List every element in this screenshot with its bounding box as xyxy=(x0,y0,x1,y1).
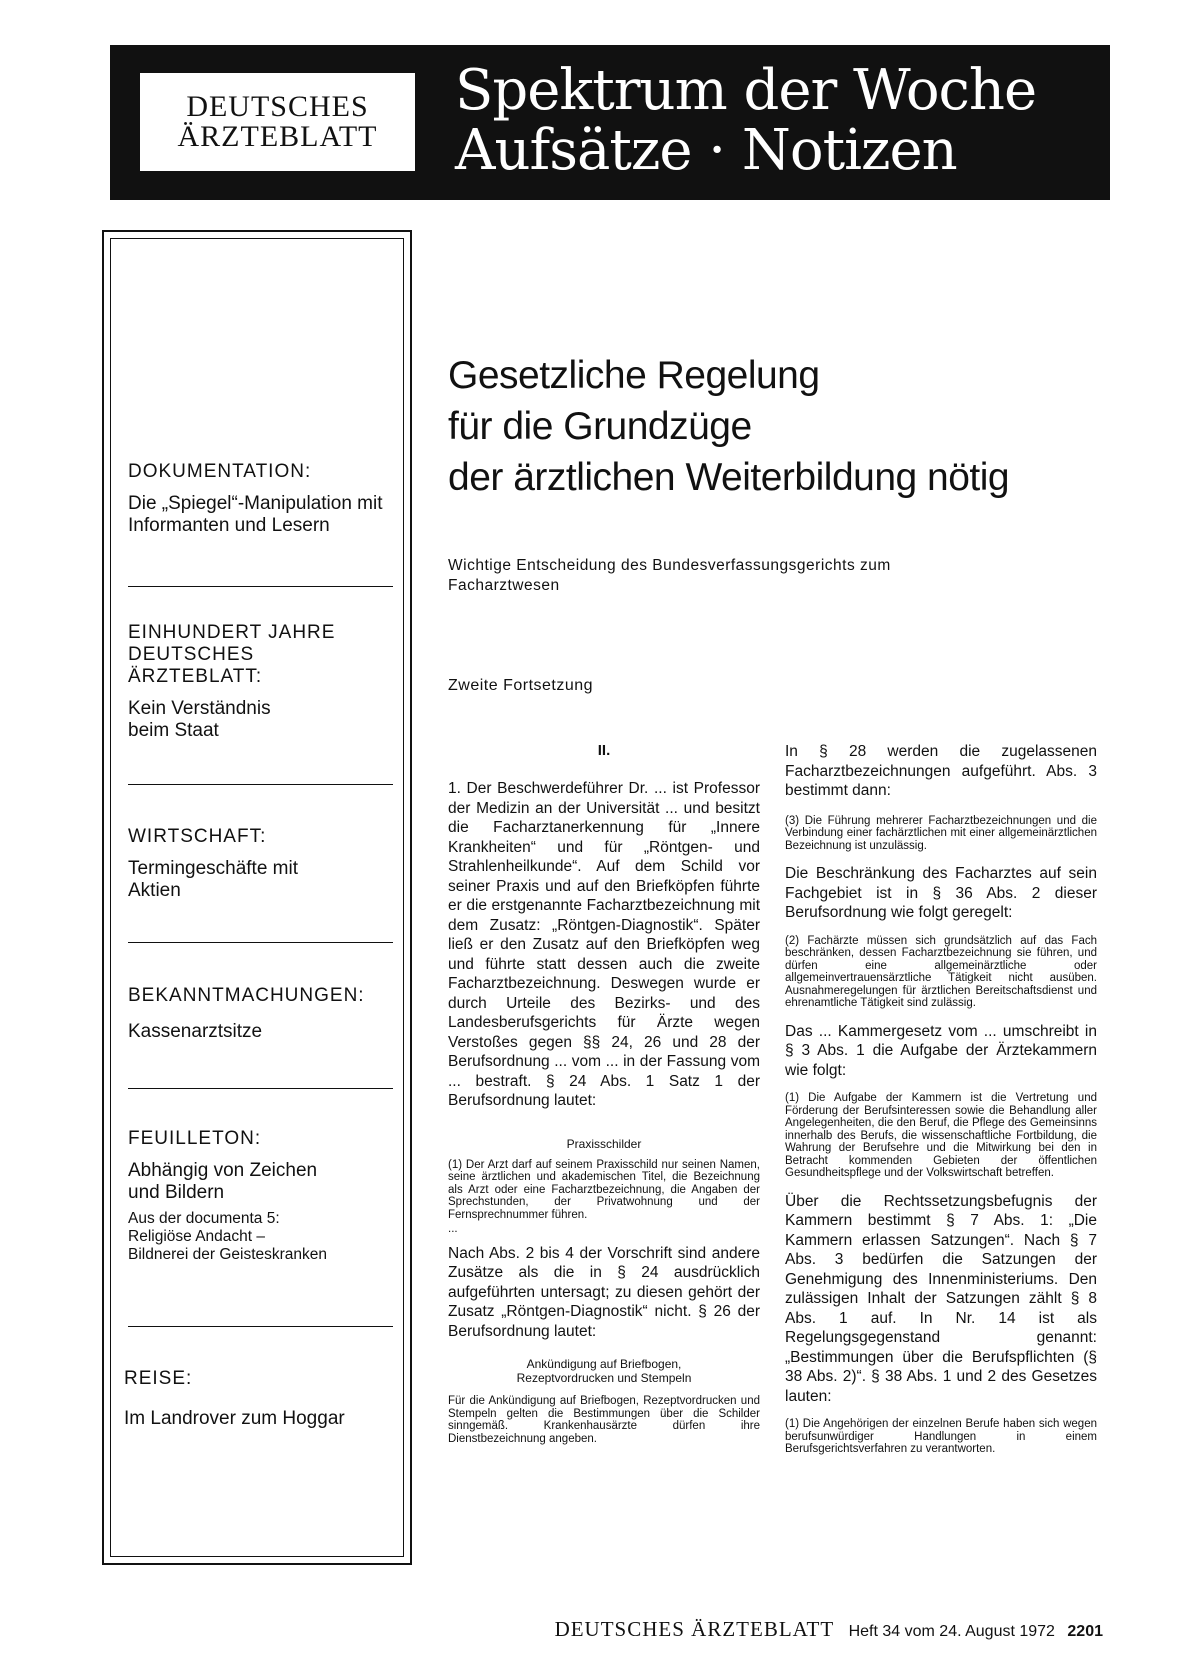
contents-title: Termingeschäfte mit Aktien xyxy=(128,858,299,901)
contents-item-wirtschaft xyxy=(128,826,393,902)
contents-subtitle: Aus der documenta 5: Religiöse Andacht – Bildnerei der Geisteskranken xyxy=(128,1210,328,1263)
masthead xyxy=(110,45,1110,200)
contents-title: Kein Verständnis beim Staat xyxy=(128,698,271,741)
quoted-provision: (1) Die Angehörigen der einzelnen Berufe haben sich wegen berufsunwürdiger Handlungen in einem Berufsgerichtsverfahren zu verantworten. xyxy=(785,1418,1097,1455)
footer-issue: Heft 34 vom 24. August 1972 xyxy=(848,1623,1055,1640)
contents-divider xyxy=(128,784,393,785)
contents-category: EINHUNDERT JAHRE DEUTSCHES ÄRZTEBLATT: xyxy=(128,622,336,687)
contents-title: Die „Spiegel“-Manipulation mit Informanten und Lesern xyxy=(128,493,383,536)
quote-heading xyxy=(448,1357,760,1385)
contents-item-dokumentation xyxy=(128,461,393,537)
contents-title: Im Landrover zum Hoggar xyxy=(124,1408,345,1429)
contents-title: Abhängig von Zeichen und Bildern xyxy=(128,1160,318,1203)
quoted-provision: (2) Fachärzte müssen sich grundsätzlich auf das Fach beschränken, dessen Facharztbezeichnung sie führen, und dürfen eine allgemeinärztliche oder allgemeinvertrauensärztliche Tätigkeit nicht ausüben. Ausnahmeregelungen für ärztlichen Bereitschaftsdienst und ehrenamtliche Tätigkeit sind zulässig. xyxy=(785,934,1097,1009)
body-paragraph: Das ... Kammergesetz vom ... umschreibt in § 3 Abs. 1 die Aufgabe der Ärztekammern wie folgt: xyxy=(785,1022,1097,1079)
article-title xyxy=(448,350,1108,503)
article-column-2 xyxy=(785,742,1097,1456)
contents-category: FEUILLETON: xyxy=(128,1128,262,1149)
contents-category: DOKUMENTATION: xyxy=(128,461,312,482)
contents-title: Kassenarztsitze xyxy=(128,1021,263,1042)
article-title-line-3: der ärztlichen Weiterbildung nötig xyxy=(448,456,1010,499)
continuation-label: Zweite Fortsetzung xyxy=(448,677,594,694)
contents-divider xyxy=(128,586,393,587)
article-subtitle: Wichtige Entscheidung des Bundesverfassungsgerichts zum Facharztwesen xyxy=(448,557,891,594)
quoted-provision: (1) Die Aufgabe der Kammern ist die Vertretung und Förderung der Berufsinteressen sowie die Behandlung aller Angelegenheiten, die den Beruf, die Pflege des Gemeinsinns innerhalb des Berufs, die wissenschaftliche Fortbildung, die Wahrung der Berufsehre und die Mitwirkung bei den in Betracht kommenden Gebieten der öffentlichen Gesundheitspflege und der Volkswirtschaft betreffen. xyxy=(785,1092,1097,1179)
contents-item-einhundert-jahre xyxy=(128,622,358,742)
article-title-line-1: Gesetzliche Regelung xyxy=(448,354,820,397)
quote-heading: Praxisschilder xyxy=(566,1136,642,1151)
page-number: 2201 xyxy=(1067,1623,1103,1640)
contents-divider xyxy=(128,942,393,943)
section-heading-line-2: Aufsätze · Notizen xyxy=(455,118,957,183)
article-column-1 xyxy=(448,742,760,1445)
section-numeral: II. xyxy=(597,742,611,759)
journal-logo xyxy=(140,73,415,171)
contents-divider xyxy=(128,1326,393,1327)
quoted-provision: (1) Der Arzt darf auf seinem Praxisschild nur seinen Namen, seine ärztlichen und akademischen Titel, die Bezeichnung als Arzt oder eine Facharztbezeichnung, die Angaben der Sprechstunden, der Privatwohnung und der Fernsprechnummer führen. xyxy=(448,1158,760,1221)
section-heading-line-1: Spektrum der Woche xyxy=(455,58,1037,123)
quote-heading-line-2: Rezeptvordrucken und Stempeln xyxy=(516,1371,692,1385)
article-title-line-2: für die Grundzüge xyxy=(448,405,752,448)
logo-line-2: ÄRZTEBLATT xyxy=(177,120,378,153)
page-footer xyxy=(475,1617,1103,1642)
body-paragraph: Über die Rechtssetzungsbefugnis der Kammern bestimmt § 7 Abs. 1: „Die Kammern erlassen Satzungen“. Nach § 7 Abs. 3 bedürfen die Satzungen der Genehmigung des Innenministeriums. Den zulässigen Inhalt der Satzungen zählt § 8 Abs. 1 auf. In Nr. 14 ist als Regelungsgegenstand genannt: „Bestimmungen über die Berufspflichten (§ 38 Abs. 2)“. § 38 Abs. 1 und 2 des Gesetzes lauten: xyxy=(785,1192,1097,1405)
contents-divider xyxy=(128,1088,393,1089)
contents-category: BEKANNTMACHUNGEN: xyxy=(128,985,365,1006)
quoted-provision: (3) Die Führung mehrerer Facharztbezeichnungen und die Verbindung einer fachärztlichen mit einer allgemeinärztlichen Bezeichnung ist unzulässig. xyxy=(785,814,1097,852)
body-paragraph: Nach Abs. 2 bis 4 der Vorschrift sind andere Zusätze als die in § 24 ausdrücklich aufgeführten untersagt; zu diesen gehört der Zusatz „Röntgen-Diagnostik“ nicht. § 26 der Berufsordnung lautet: xyxy=(448,1244,760,1340)
contents-category: REISE: xyxy=(124,1368,193,1389)
body-paragraph: Die Beschränkung des Facharztes auf sein Fachgebiet ist in § 36 Abs. 2 dieser Berufsordnung wie folgt geregelt: xyxy=(785,865,1097,921)
contents-item-reise xyxy=(124,1368,389,1430)
quote-heading-line-1: Ankündigung auf Briefbogen, xyxy=(526,1357,682,1371)
footer-journal-name: DEUTSCHES ÄRZTEBLATT xyxy=(554,1617,835,1641)
contents-item-bekanntmachungen xyxy=(128,985,393,1043)
quote-ellipsis: ... xyxy=(448,1223,458,1235)
section-heading xyxy=(455,58,1037,183)
contents-item-feuilleton xyxy=(128,1128,393,1264)
body-paragraph: 1. Der Beschwerdeführer Dr. ... ist Professor der Medizin an der Universität ... und besitzt die Facharztanerkennung für „Innere Krankheiten“ und für „Röntgen- und Strahlenheilkunde“. Auf dem Schild vor seiner Praxis und auf den Briefköpfen führte er die erstgenannte Facharztbezeichnung mit dem Zusatz: „Röntgen-Diagnostik“. Später ließ er den Zusatz auf den Briefköpfen weg und führte statt dessen auch die zweite Facharztbezeichnung. Deswegen wurde er durch Urteile des Bezirks- und des Landesberufsgerichts für Ärzte wegen Verstoßes gegen §§ 24, 26 und 28 der Berufsordnung ... vom ... in der Fassung vom ... bestraft. § 24 Abs. 1 Satz 1 der Berufsordnung lautet: xyxy=(448,780,760,1109)
logo-line-1: DEUTSCHES xyxy=(186,90,369,123)
quoted-provision: Für die Ankündigung auf Briefbogen, Rezeptvordrucken und Stempeln gelten die Bestimmungen über die Schilder sinngemäß. Krankenhausärzte dürfen ihre Dienstbezeichnung angeben. xyxy=(448,1395,760,1445)
contents-category: WIRTSCHAFT: xyxy=(128,826,267,847)
body-paragraph: In § 28 werden die zugelassenen Facharztbezeichnungen aufgeführt. Abs. 3 bestimmt dann: xyxy=(785,743,1097,799)
